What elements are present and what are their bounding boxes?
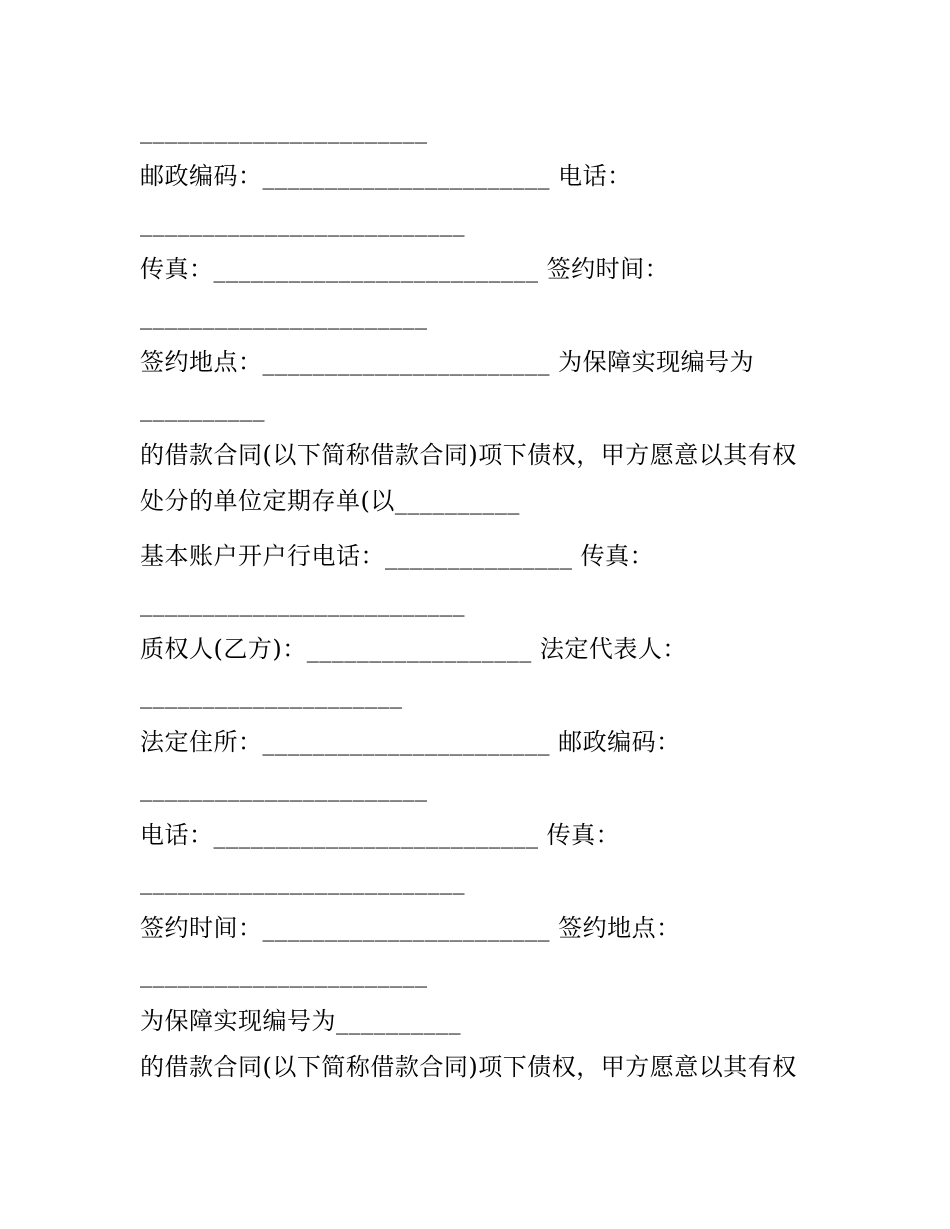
loan-contract-text: 的借款合同(以下简称借款合同)项下债权，甲方愿意以其有权 bbox=[140, 1053, 797, 1081]
phone-fax-line: 电话：__________________________ 传真： bbox=[140, 821, 621, 849]
signing-place-line: 签约地点：_______________________ 为保障实现编号为 bbox=[140, 348, 755, 376]
blank-line: _______________________ bbox=[140, 116, 428, 144]
fax-signing-time-line: 传真：__________________________ 签约时间： bbox=[140, 255, 670, 283]
bank-phone-fax-line: 基本账户开户行电话：_______________ 传真： bbox=[140, 542, 655, 570]
blank-line: _______________________ bbox=[140, 774, 428, 802]
blank-line: __________ bbox=[140, 394, 265, 422]
guarantee-number-line: 为保障实现编号为__________ bbox=[140, 1007, 461, 1035]
signing-time-place-line: 签约时间：_______________________ 签约地点： bbox=[140, 914, 681, 942]
pledgee-line: 质权人(乙方)：__________________ 法定代表人： bbox=[140, 635, 687, 663]
blank-line: _____________________ bbox=[140, 681, 403, 709]
legal-address-postcode-line: 法定住所：_______________________ 邮政编码： bbox=[140, 728, 681, 756]
postcode-phone-line: 邮政编码：_______________________ 电话： bbox=[140, 162, 632, 190]
loan-contract-text: 的借款合同(以下简称借款合同)项下债权，甲方愿意以其有权 bbox=[140, 441, 797, 469]
blank-line: __________________________ bbox=[140, 867, 465, 895]
blank-line: __________________________ bbox=[140, 589, 465, 617]
deposit-receipt-text: 处分的单位定期存单(以__________ bbox=[140, 487, 520, 515]
blank-line: _______________________ bbox=[140, 960, 428, 988]
blank-line: __________________________ bbox=[140, 209, 465, 237]
blank-line: _______________________ bbox=[140, 302, 428, 330]
